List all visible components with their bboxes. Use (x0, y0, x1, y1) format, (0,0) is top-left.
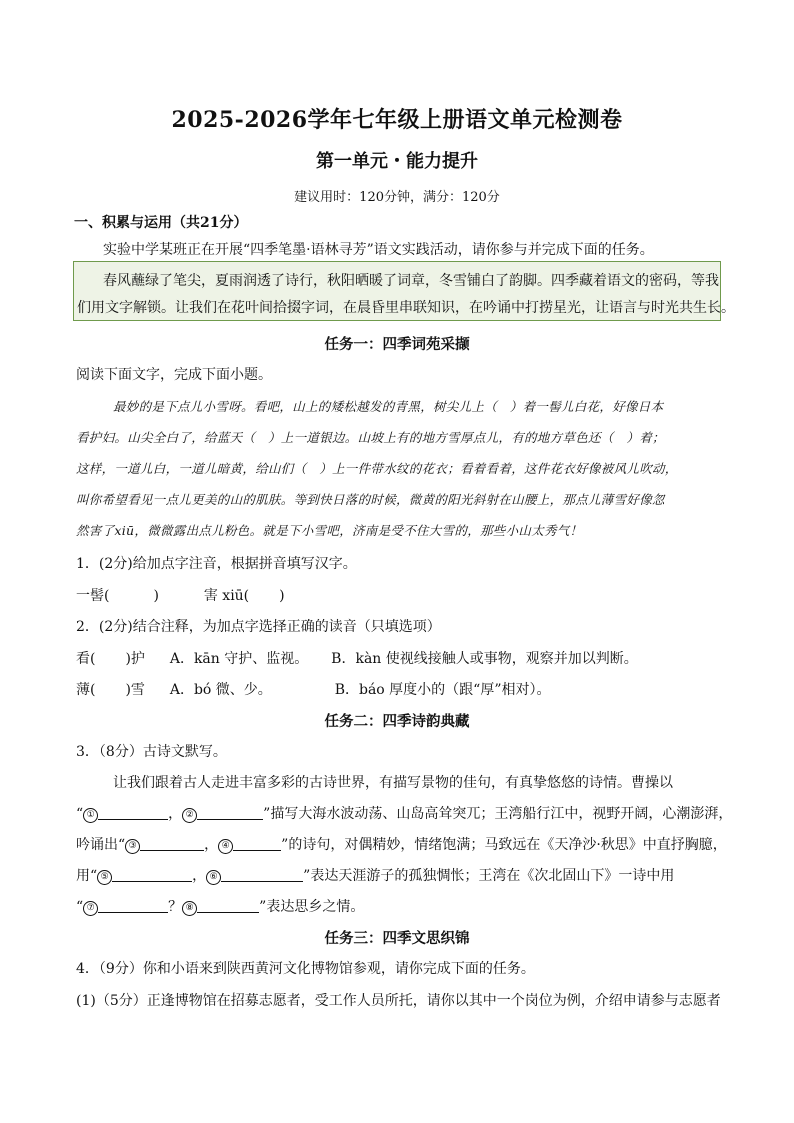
blank-mark-6: ⑥ (206, 870, 221, 885)
blank-mark-3: ③ (125, 839, 140, 854)
separator: ， (204, 837, 219, 853)
q1-item-a: 一髻( (76, 588, 110, 604)
poem-line-4 (76, 896, 364, 916)
question-3-lead: 让我们跟着古人走进丰富多彩的古诗世界，有描写景物的佳句，有真挚悠悠的诗情。曹操以 (113, 775, 673, 791)
blank-mark-2: ② (182, 808, 197, 823)
q1-item-b-close: ) (279, 588, 285, 604)
question-4-sub-1: (1)（5分）正逢博物馆在招募志愿者，受工作人员所托，请你以其中一个岗位为例，介绍申请参与志愿者 (76, 993, 721, 1009)
question-2-row-2 (76, 679, 551, 699)
poem-line-1 (76, 803, 732, 823)
question-1-stem: 1．(2分)给加点字注音，根据拼音填写汉字。 (76, 556, 357, 572)
separator: ？ (168, 899, 183, 915)
poem-blank-5[interactable] (112, 867, 192, 882)
poem-line-4-tail: ”表达思乡之情。 (259, 899, 365, 915)
task1-instruction: 阅读下面文字，完成下面小题。 (76, 367, 272, 383)
poem-line-3-head: 用“ (76, 868, 98, 884)
q2-row2-word: )雪 (125, 682, 145, 698)
poem-blank-8[interactable] (197, 898, 259, 913)
question-2-row-1 (76, 648, 638, 668)
poem-line-2-tail: ”的诗句，对偶精妙，情绪饱满；马致远在《天净沙·秋思》中直抒胸臆， (281, 837, 727, 853)
passage-line: 这样，一道儿白，一道儿暗黄，给山们（ ）上一件带水纹的花衣；看着看着，这件花衣好像被风儿吹动， (76, 461, 678, 476)
poem-blank-7[interactable] (98, 898, 168, 913)
poem-blank-1[interactable] (98, 805, 168, 820)
q2-row1-char: 看( (76, 651, 96, 667)
separator: ， (168, 806, 183, 822)
question-3-stem: 3．（8分）古诗文默写。 (76, 744, 227, 760)
note-line-1: 春风蘸绿了笔尖，夏雨润透了诗行，秋阳晒暖了词章，冬雪铺白了韵脚。四季藏着语文的密码，等我 (103, 273, 719, 289)
question-2-stem: 2．(2分)结合注释，为加点字选择正确的读音（只填选项） (76, 619, 441, 635)
poem-blank-6[interactable] (221, 867, 303, 882)
unit-subtitle: 第一单元・能力提升 (316, 151, 478, 172)
q2-row1-word: )护 (125, 651, 145, 667)
poem-line-1-tail: ”描写大海水波动荡、山岛高耸突兀；王湾船行江中，视野开阔，心潮澎湃， (263, 806, 733, 822)
passage-line: 然害了xiū，微微露出点儿粉色。就是下小雪吧，济南是受不住大雪的，那些小山太秀气！ (76, 523, 583, 538)
task2-title: 任务二：四季诗韵典藏 (324, 713, 470, 730)
blank-mark-1: ① (83, 808, 98, 823)
exam-title: 2025-2026学年七年级上册语文单元检测卷 (171, 107, 623, 133)
q2-row1-option-b: B．kàn 使视线接触人或事物，观察并加以判断。 (331, 651, 638, 667)
q1-item-b: 害 xiū( (203, 588, 250, 604)
quote-open: “ (76, 806, 84, 822)
q1-item-a-close: ) (153, 588, 159, 604)
note-line-2: 们用文字解锁。让我们在花叶间拾掇字词，在晨昏里串联知识，在吟诵中打捞星光，让语言与时光共生长。 (77, 300, 735, 316)
blank-mark-7: ⑦ (83, 901, 98, 916)
quote-open: “ (76, 899, 84, 915)
poem-blank-3[interactable] (140, 836, 204, 851)
passage-line: 最妙的是下点儿小雪呀。看吧，山上的矮松越发的青黑，树尖儿上（ ）着一髻儿白花，好像日本 (113, 399, 664, 414)
intro-note-box (73, 261, 735, 321)
question-4-stem: 4．（9分）你和小语来到陕西黄河文化博物馆参观，请你完成下面的任务。 (76, 961, 535, 977)
poem-line-2 (76, 834, 727, 854)
passage-line: 叫你希望看见一点儿更美的山的肌肤。等到快日落的时候，微黄的阳光斜射在山腰上，那点儿薄雪好像忽 (76, 492, 665, 507)
passage-line: 看护妇。山尖全白了，给蓝天（ ）上一道银边。山坡上有的地方雪厚点儿，有的地方草色还（ ）着； (76, 430, 665, 445)
question-1-answer-row (76, 585, 285, 605)
section-heading: 一、积累与运用（共21分） (74, 215, 248, 231)
poem-line-3 (76, 865, 674, 885)
poem-line-3-tail: ”表达天涯游子的孤独惆怅；王湾在《次北固山下》一诗中用 (303, 868, 675, 884)
q2-row1-option-a: A．kān 守护、监视。 (169, 651, 309, 667)
q2-row2-char: 薄( (76, 682, 96, 698)
section-intro: 实验中学某班正在开展“四季笔墨·语林寻芳”语文实践活动，请你参与并完成下面的任务。 (103, 242, 654, 258)
q2-row2-option-a: A．bó 微、少。 (169, 682, 272, 698)
blank-mark-5: ⑤ (97, 870, 112, 885)
time-info: 建议用时：120分钟，满分：120分 (294, 190, 500, 205)
task3-title: 任务三：四季文思织锦 (324, 930, 470, 947)
q2-row2-option-b: B．báo 厚度小的（跟“厚”相对）。 (334, 682, 551, 698)
poem-blank-4[interactable] (233, 836, 281, 851)
poem-line-2-head: 吟诵出“ (76, 837, 126, 853)
poem-blank-2[interactable] (197, 805, 263, 820)
blank-mark-4: ④ (218, 839, 233, 854)
separator: ， (192, 868, 207, 884)
blank-mark-8: ⑧ (182, 901, 197, 916)
task1-title: 任务一：四季词苑采撷 (324, 336, 470, 353)
